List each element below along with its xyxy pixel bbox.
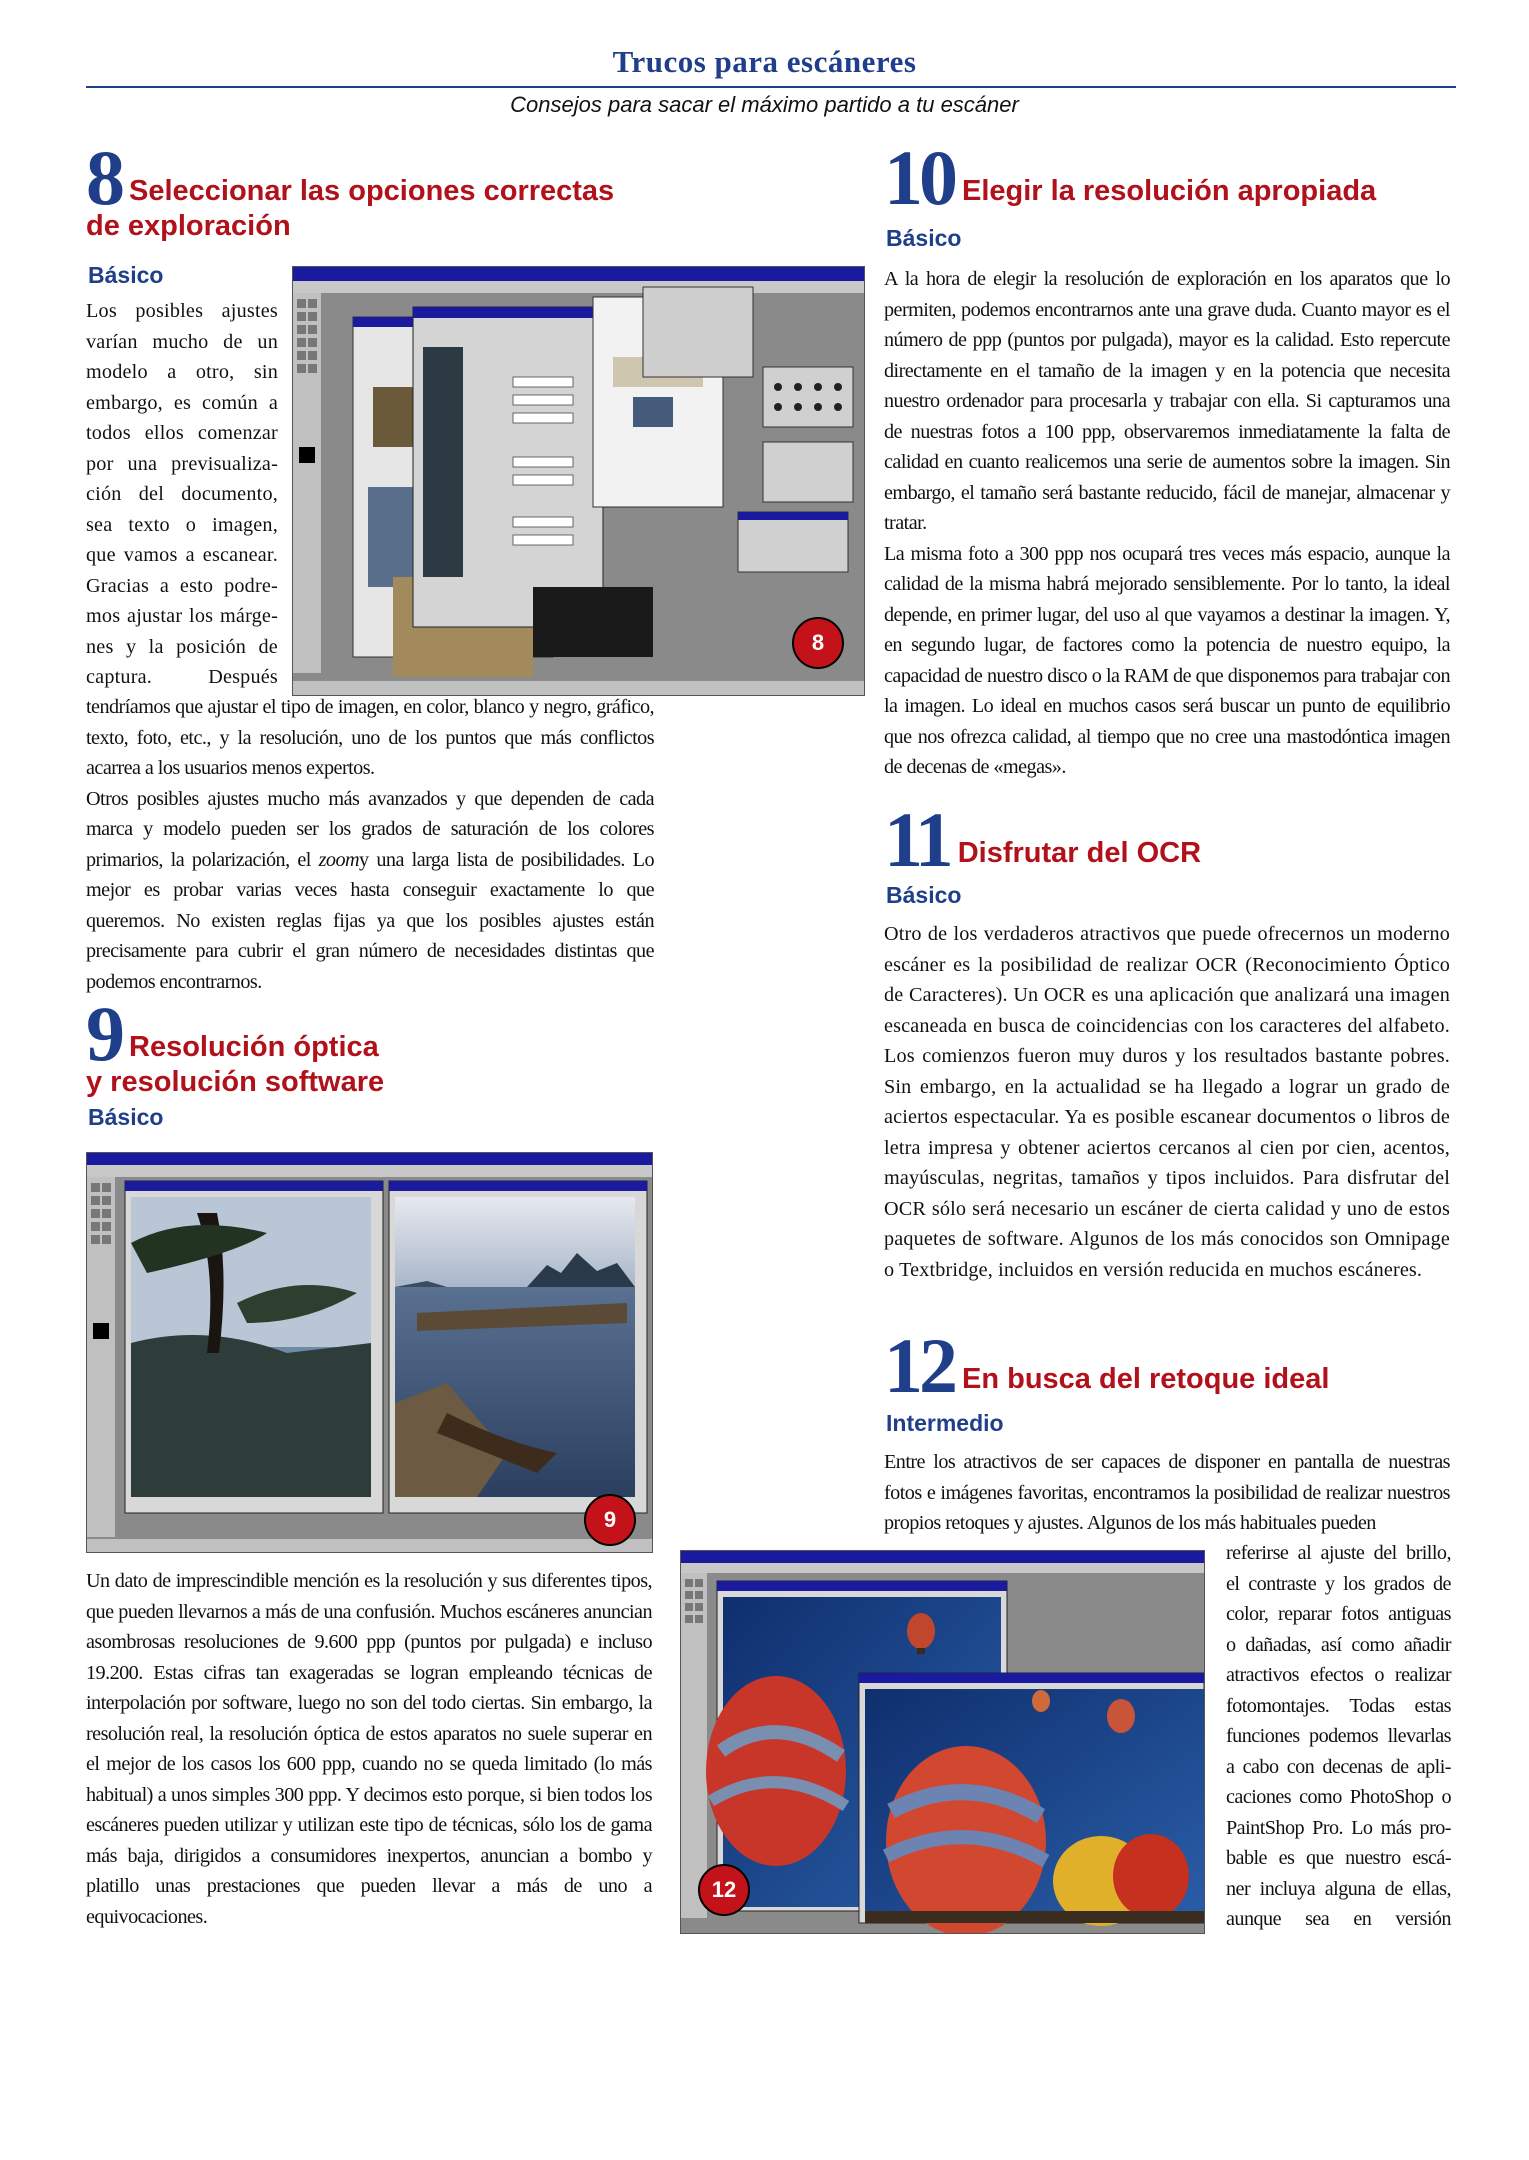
word: o — [1374, 1664, 1384, 1686]
section-11-number: 11 — [884, 796, 950, 883]
word: los — [189, 605, 214, 627]
word: color, — [1226, 1603, 1269, 1625]
word: caciones — [1226, 1786, 1292, 1808]
word: varían — [86, 330, 138, 353]
word: escá- — [1412, 1847, 1451, 1869]
section-8-p2-zoom: zoom — [318, 848, 360, 871]
word: llevarlas — [1387, 1725, 1451, 1747]
section-8-narrow-line — [86, 418, 278, 449]
section-12-narrow-line — [1226, 1569, 1451, 1600]
word: ner — [1226, 1877, 1251, 1900]
section-9-title-line1: Resolución óptica — [129, 1031, 379, 1063]
word: ajuste — [1320, 1542, 1365, 1564]
section-12-narrow-line — [1226, 1630, 1451, 1661]
section-8-narrow-line — [86, 571, 278, 602]
photoshop-landscape-screenshot — [87, 1153, 652, 1552]
photoshop-balloons-screenshot — [681, 1551, 1204, 1933]
word: escanear. — [202, 544, 278, 566]
word: todos — [86, 422, 131, 444]
section-12-narrow-text — [1226, 1538, 1451, 1935]
section-8-number: 8 — [86, 134, 121, 221]
word: sea — [86, 513, 113, 536]
word: bable — [1226, 1847, 1267, 1869]
section-12-narrow-line — [1226, 1782, 1451, 1813]
photoshop-scanner-screenshot — [293, 267, 864, 695]
section-10-p2: La misma foto a 300 ppp nos ocupará tres veces más espacio, aunque la calidad de la misma habrá mejorado sensiblemente. Por lo tanto, la ideal depende, en primer lugar, del uso al que vayamos a destinar la imagen. Y, en segundo lugar, de factores como la potencia de nuestro equipo, la capacidad de nuestro disco o la RAM de que disponemos para trabajar con la imagen. Lo ideal en muchos casos será buscar un punto de equilibrio que nos ofrezca calidad, al tiempo que no cree una mastodóntica imagen de decenas de «megas». — [884, 542, 1450, 778]
word: sea — [1305, 1908, 1330, 1930]
section-10-title: Elegir la resolución apropiada — [962, 175, 1377, 207]
word: que — [86, 544, 116, 566]
section-8-p2 — [86, 784, 654, 998]
section-8-narrow-line — [86, 632, 278, 663]
word: ellos — [144, 422, 184, 444]
word: del — [138, 483, 165, 505]
word: decenas — [1322, 1755, 1383, 1778]
word: apli- — [1416, 1755, 1451, 1778]
word: Los — [86, 300, 117, 322]
word: como — [1299, 1786, 1342, 1808]
word: Lo — [1351, 1816, 1373, 1839]
word: al — [1297, 1542, 1312, 1564]
word: ajustar — [127, 605, 183, 627]
section-8-title: Seleccionar las opciones correctas de exploración — [86, 175, 615, 242]
screenshot-8 — [292, 266, 865, 696]
word: Después — [208, 666, 278, 688]
section-12-number: 12 — [884, 1322, 954, 1409]
section-8-narrow-line — [86, 296, 278, 327]
word: por — [86, 452, 114, 475]
word: modelo — [86, 361, 148, 383]
word: texto — [128, 513, 170, 536]
section-8-narrow-line — [86, 601, 278, 632]
word: embargo, — [86, 391, 163, 414]
word: márge- — [220, 605, 278, 627]
word: antiguas — [1388, 1603, 1451, 1625]
section-12-narrow-line — [1226, 1843, 1451, 1874]
word: la — [148, 635, 164, 658]
word: vamos — [123, 544, 178, 566]
screenshot-8-badge: 8 — [792, 617, 844, 669]
section-12-narrow-line — [1226, 1660, 1451, 1691]
word: captura. — [86, 666, 153, 688]
word: reparar — [1278, 1603, 1332, 1625]
word: mos — [86, 605, 121, 627]
word: más — [1380, 1816, 1412, 1839]
word: una — [127, 452, 158, 475]
screenshot-9 — [86, 1152, 653, 1553]
word: documento, — [181, 483, 278, 505]
word: cabo — [1242, 1755, 1279, 1778]
word: los — [1343, 1572, 1366, 1595]
word: contraste — [1248, 1572, 1317, 1595]
section-12-p1-top: Entre los atractivos de ser capaces de disponer en pantalla de nuestras fotos e imágenes favoritas, encontramos la posibilidad de realizar nuestros propios retoques y ajustes. Algunos de los más habituales pueden — [884, 1451, 1450, 1534]
section-10-body — [884, 264, 1450, 783]
section-8-narrow-line — [86, 540, 278, 571]
word: que — [1305, 1847, 1334, 1869]
section-8-level: Básico — [88, 262, 164, 288]
word: de — [258, 635, 278, 658]
word: nes — [86, 635, 114, 658]
word: pro- — [1419, 1816, 1451, 1839]
section-8-heading — [86, 134, 646, 244]
section-12-title: En busca del retoque ideal — [962, 1363, 1330, 1395]
header-rule — [86, 86, 1456, 88]
word: sin — [253, 361, 278, 383]
section-12-narrow-line — [1226, 1538, 1451, 1569]
word: brillo, — [1406, 1542, 1451, 1564]
section-10-level: Básico — [886, 225, 962, 251]
section-8-narrow-line — [86, 327, 278, 358]
word: con — [1286, 1755, 1315, 1778]
word: es — [173, 391, 192, 414]
word: en — [1353, 1908, 1372, 1930]
word: efectos — [1310, 1664, 1364, 1686]
section-12-narrow-line — [1226, 1721, 1451, 1752]
word: esto — [179, 574, 214, 597]
word: de — [1433, 1572, 1451, 1595]
section-8-narrow-line — [86, 510, 278, 541]
page-title: Trucos para escáneres — [612, 44, 917, 79]
section-12-narrow-line — [1226, 1752, 1451, 1783]
screenshot-9-badge: 9 — [584, 1494, 636, 1546]
section-11-level: Básico — [886, 882, 962, 908]
word: y — [1324, 1572, 1335, 1595]
word: posibles — [135, 300, 204, 322]
section-11-p1: Otro de los verdaderos atractivos que puede ofrecernos un moderno escáner es la posibilidad de realizar OCR (Reconocimiento Óptico de Caracteres). Un OCR es una aplicación que analizará una imagen escaneada en busca de coincidencias con los caracteres del alfabeto. Los comienzos fueron muy duros y los resultados bastante pobres. Sin embargo, en la actualidad se ha llegado a lograr un grado de aciertos espectacular. Ya es posible escanear documentos o libros de letra impresa y obtener aciertos cercanos al cien por cien, acentos, mayúsculas, negritas, tamaños y tipos incluidos. Para disfrutar del OCR sólo será necesario un escáner de cierta calidad y uno de estos paquetes de software. Algunos de los más conocidos son Omnipage o Textbridge, incluidos en versión reducida en muchos escáneres. — [884, 923, 1450, 1281]
section-9-number: 9 — [86, 990, 121, 1077]
section-8-narrow-line — [86, 449, 278, 480]
word: y — [125, 635, 137, 658]
word: ción — [86, 483, 122, 505]
word: común — [201, 391, 258, 414]
word: realizar — [1394, 1664, 1451, 1686]
word: grados — [1373, 1572, 1425, 1595]
section-12-level: Intermedio — [886, 1410, 1004, 1436]
page-subtitle: Consejos para sacar el máximo partido a tu escáner — [510, 92, 1019, 117]
word: del — [1373, 1542, 1397, 1564]
section-10-number: 10 — [884, 134, 954, 221]
word: de — [1384, 1877, 1403, 1900]
word: nuestro — [1345, 1847, 1401, 1869]
section-9-heading — [86, 990, 646, 1100]
word: aunque — [1226, 1908, 1281, 1930]
section-8-narrow-text — [86, 296, 278, 693]
word: estas — [1414, 1694, 1451, 1717]
section-10-p1: A la hora de elegir la resolución de exploración en los aparatos que lo permiten, podemos encontrarnos ante una grave duda. Cuanto mayor es el número de ppp (puntos por pulgada), mayor es la calidad. Esto repercute directamente en el tamaño de la imagen y en la potencia que necesita nuestro ordenador para procesarla y trabajar con ella. Si capturamos una de nuestras fotos a 100 ppp, observaremos inmediatamente la falta de calidad en cuanto realicemos una serie de aumentos sobre la imagen. Sin embargo, el tamaño será bastante reducido, fácil de manejar, almacenar y tratar. — [884, 268, 1450, 534]
section-9-p1: Un dato de imprescindible mención es la resolución y sus diferentes tipos, que pueden llevarnos a más de una confusión. Muchos escáneres anuncian asombrosas resoluciones de 9.600 ppp (puntos por pulgada) e incluso 19.200. Estas cifras tan exageradas se logran empleando técnicas de interpolación por software, luego no son del todo ciertas. Sin embargo, la resolución real, la resolución óptica de estos aparatos no suele superar en el mejor de los casos los 600 ppp, cuando no se queda limitado (lo más habitual) a unos simples 300 ppp. Y decimos esto porque, si bien todos los escáneres pueden utilizar y utilizan este tipo de técnicas, sólo los de gama más baja, dirigidos a consumidores inexpertos, anuncian a bombo y platillo unas prestaciones que pueden llevar a más de uno a equivocaciones. — [86, 1570, 652, 1928]
section-12-narrow-line — [1226, 1813, 1451, 1844]
word: un — [257, 330, 278, 353]
section-12-body-top — [884, 1447, 1450, 1539]
word: así — [1320, 1633, 1342, 1656]
section-8-narrow-line — [86, 357, 278, 388]
word: o — [1441, 1786, 1451, 1808]
word: a — [268, 391, 278, 414]
word: a — [1226, 1755, 1235, 1778]
section-12-narrow-line — [1226, 1874, 1451, 1905]
word: PhotoShop — [1349, 1786, 1434, 1808]
section-11-body — [884, 919, 1450, 1285]
word: funciones — [1226, 1725, 1300, 1747]
section-9-body — [86, 1566, 652, 1932]
section-8-narrow-line — [86, 479, 278, 510]
word: alguna — [1324, 1877, 1376, 1900]
word: PaintShop — [1226, 1816, 1305, 1839]
section-9-level: Básico — [88, 1104, 164, 1130]
section-12-narrow-line — [1226, 1691, 1451, 1722]
word: fotomontajes. — [1226, 1694, 1330, 1717]
word: posición — [176, 635, 247, 658]
word: de — [1390, 1755, 1409, 1778]
word: o — [185, 513, 197, 536]
word: Gracias — [86, 574, 150, 597]
word: a — [159, 574, 170, 597]
word: ellas, — [1412, 1877, 1451, 1900]
section-11-heading — [884, 796, 1464, 883]
word: es — [1278, 1847, 1295, 1869]
section-8-narrow-line — [86, 662, 278, 693]
word: podre- — [224, 574, 278, 597]
word: incluya — [1259, 1877, 1316, 1900]
word: atractivos — [1226, 1664, 1299, 1686]
section-8-p2-b: y una larga lista de posibilidades. Lo mejor es probar varias veces hasta conseguir exactamente lo que queremos. No existen reglas fijas ya que los posibles ajustes están precisamente para cubrir el gran número de necesidades distintas que podemos encontrarnos. — [86, 848, 654, 993]
word: comenzar — [197, 422, 278, 444]
word: de — [223, 330, 243, 353]
screenshot-12 — [680, 1550, 1205, 1934]
word: previsualiza- — [171, 452, 278, 475]
section-8-body — [86, 692, 654, 997]
section-12-narrow-line — [1226, 1904, 1451, 1935]
word: versión — [1395, 1908, 1451, 1930]
section-9-title-line2: y resolución software — [86, 1066, 385, 1098]
word: a — [185, 544, 195, 566]
word: dañadas, — [1245, 1633, 1312, 1656]
section-12-narrow-line — [1226, 1599, 1451, 1630]
word: o — [1226, 1633, 1236, 1656]
word: Todas — [1349, 1694, 1395, 1717]
word: a — [167, 361, 177, 383]
word: otro, — [195, 361, 235, 383]
word: como — [1351, 1633, 1395, 1656]
word: podemos — [1309, 1725, 1379, 1747]
section-11-title: Disfrutar del OCR — [957, 837, 1202, 869]
word: ajustes — [221, 300, 278, 322]
section-8-p2-a: Otros posibles ajustes mucho más avanzados y que dependen de cada marca y modelo pueden ser los grados de saturación de los colores primarios, la polarización, el — [86, 787, 654, 871]
word: Pro. — [1312, 1816, 1344, 1839]
section-8-narrow-line — [86, 388, 278, 419]
section-12-heading — [884, 1322, 1464, 1409]
section-8-p1-rest: tendríamos que ajustar el tipo de imagen, en color, blanco y negro, gráfico, texto, foto, etc., y la resolución, uno de los puntos que más conflictos acarrea a los usuarios menos expertos. — [86, 696, 654, 779]
word: fotos — [1340, 1603, 1379, 1625]
section-10-heading — [884, 134, 1464, 221]
screenshot-12-badge: 12 — [698, 1864, 750, 1916]
word: añadir — [1403, 1633, 1451, 1656]
word: referirse — [1226, 1542, 1289, 1564]
word: mucho — [152, 330, 209, 353]
word: imagen, — [212, 513, 278, 536]
word: el — [1226, 1572, 1240, 1595]
